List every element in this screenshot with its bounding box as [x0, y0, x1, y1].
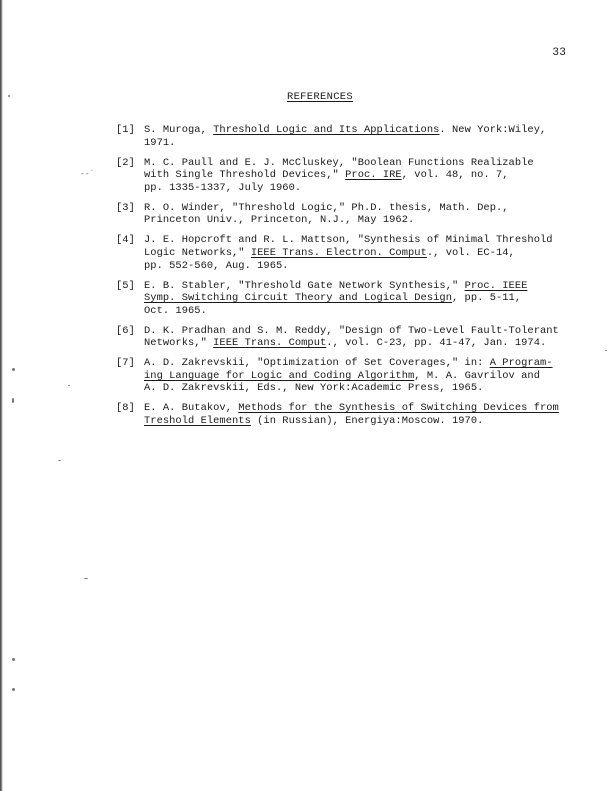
reference-text: [144, 124, 586, 149]
reference-segment: ., vol. C-23, pp. 41-47, Jan. 1974.: [326, 337, 547, 350]
reference-item: [116, 280, 586, 318]
reference-segment: Oct. 1965.: [144, 304, 207, 317]
reference-segment: ., vol. EC-14,: [426, 246, 515, 259]
reference-title: A Program-: [489, 357, 553, 370]
reference-line: [144, 157, 586, 170]
reference-line: [144, 169, 586, 182]
reference-segment: A. D. Zakrevskii, "Optimization of Set Coverages," in:: [144, 357, 490, 370]
reference-line: [144, 137, 586, 150]
reference-title: Symp. Switching Circuit Theory and Logical Design: [144, 292, 452, 305]
reference-line: [144, 260, 586, 273]
reference-line: [144, 280, 586, 293]
reference-item: [116, 157, 586, 195]
reference-line: [144, 325, 586, 338]
reference-segment: M. C. Paull and E. J. McCluskey, "Boolean Functions Realizable: [144, 156, 534, 169]
reference-segment: R. O. Winder, "Threshold Logic," Ph.D. thesis, Math. Dep.,: [144, 201, 509, 214]
scan-mark: --ˊ: [80, 170, 95, 179]
reference-segment: . New York:Wiley,: [439, 124, 547, 136]
reference-line: [144, 234, 586, 247]
reference-segment: D. K. Pradhan and S. M. Reddy, "Design of Two-Level Fault-Tolerant: [144, 324, 559, 337]
reference-segment: J. E. Hopcroft and R. L. Mattson, "Synthesis of Minimal Threshold: [144, 234, 553, 247]
reference-line: [144, 214, 586, 227]
reference-text: [144, 402, 586, 427]
reference-segment: E. A. Butakov,: [144, 402, 239, 415]
reference-line: [144, 382, 586, 395]
reference-line: [144, 202, 586, 215]
reference-line: [144, 357, 586, 370]
reference-text: [144, 157, 586, 195]
reference-segment: S. Muroga,: [144, 124, 214, 136]
scan-speck: [58, 460, 61, 461]
reference-item: [116, 325, 586, 350]
reference-segment: E. B. Stabler, "Threshold Gate Network Synthesis,": [144, 279, 465, 292]
page-number: 33: [552, 47, 566, 59]
reference-item: [116, 357, 586, 395]
reference-segment: 1971.: [144, 136, 176, 149]
reference-line: [144, 305, 586, 318]
reference-title: Methods for the Synthesis of Switching Devices from: [238, 402, 559, 415]
scan-speck: [68, 385, 70, 386]
reference-number: [2]: [116, 156, 135, 169]
scan-speck: [8, 95, 10, 97]
scan-edge: [0, 0, 3, 791]
reference-line: [144, 247, 586, 260]
scan-speck: [12, 368, 15, 371]
reference-segment: Princeton Univ., Princeton, N.J., May 1962.: [144, 214, 415, 227]
reference-item: [116, 124, 586, 149]
reference-number: [8]: [116, 402, 135, 415]
reference-number: [6]: [116, 324, 135, 337]
reference-line: [144, 292, 586, 305]
reference-number: [3]: [116, 201, 135, 214]
reference-text: [144, 357, 586, 395]
reference-item: [116, 402, 586, 427]
reference-line: [144, 415, 586, 428]
reference-line: [144, 182, 586, 195]
reference-line: [144, 124, 586, 137]
reference-title: IEEE Trans. Comput: [213, 337, 327, 350]
scan-speck: [12, 658, 15, 661]
reference-number: [4]: [116, 234, 135, 247]
reference-title: IEEE Trans. Electron. Comput: [250, 246, 427, 259]
reference-segment: , pp. 5-11,: [451, 292, 522, 305]
reference-text: [144, 202, 586, 227]
reference-list: [116, 124, 586, 435]
scan-speck: [84, 578, 88, 579]
reference-segment: pp. 1335-1337, July 1960.: [144, 181, 302, 194]
reference-line: [144, 337, 586, 350]
reference-number: [7]: [116, 357, 135, 370]
reference-title: ing Language for Logic and Coding Algorithm: [144, 369, 415, 382]
reference-title: Threshold Logic and Its Applications: [213, 124, 440, 136]
reference-segment: , vol. 48, no. 7,: [401, 169, 509, 182]
reference-item: [116, 234, 586, 272]
reference-text: [144, 325, 586, 350]
reference-title: Treshold Elements: [144, 415, 251, 428]
reference-number: [1]: [116, 124, 135, 136]
reference-segment: Networks,": [144, 337, 214, 350]
reference-segment: Logic Networks,": [144, 246, 251, 259]
scan-speck: [605, 350, 607, 351]
reference-segment: pp. 552-560, Aug. 1965.: [144, 259, 289, 272]
reference-title: Proc. IRE: [345, 169, 402, 182]
reference-segment: with Single Threshold Devices,": [144, 169, 346, 182]
reference-number: [5]: [116, 279, 135, 292]
reference-text: [144, 234, 586, 272]
section-heading: [0, 91, 612, 103]
reference-segment: A. D. Zakrevskii, Eds., New York:Academic Press, 1965.: [144, 382, 484, 395]
reference-line: [144, 402, 586, 415]
section-heading-text: REFERENCES: [286, 91, 353, 103]
scan-speck: [12, 398, 14, 403]
reference-segment: , M. A. Gavrilov and: [414, 369, 540, 382]
reference-segment: (in Russian), Energiya:Moscow. 1970.: [250, 415, 484, 428]
reference-title: Proc. IEEE: [464, 279, 528, 292]
reference-item: [116, 202, 586, 227]
reference-line: [144, 370, 586, 383]
scan-speck: [12, 688, 15, 691]
reference-text: [144, 280, 586, 318]
